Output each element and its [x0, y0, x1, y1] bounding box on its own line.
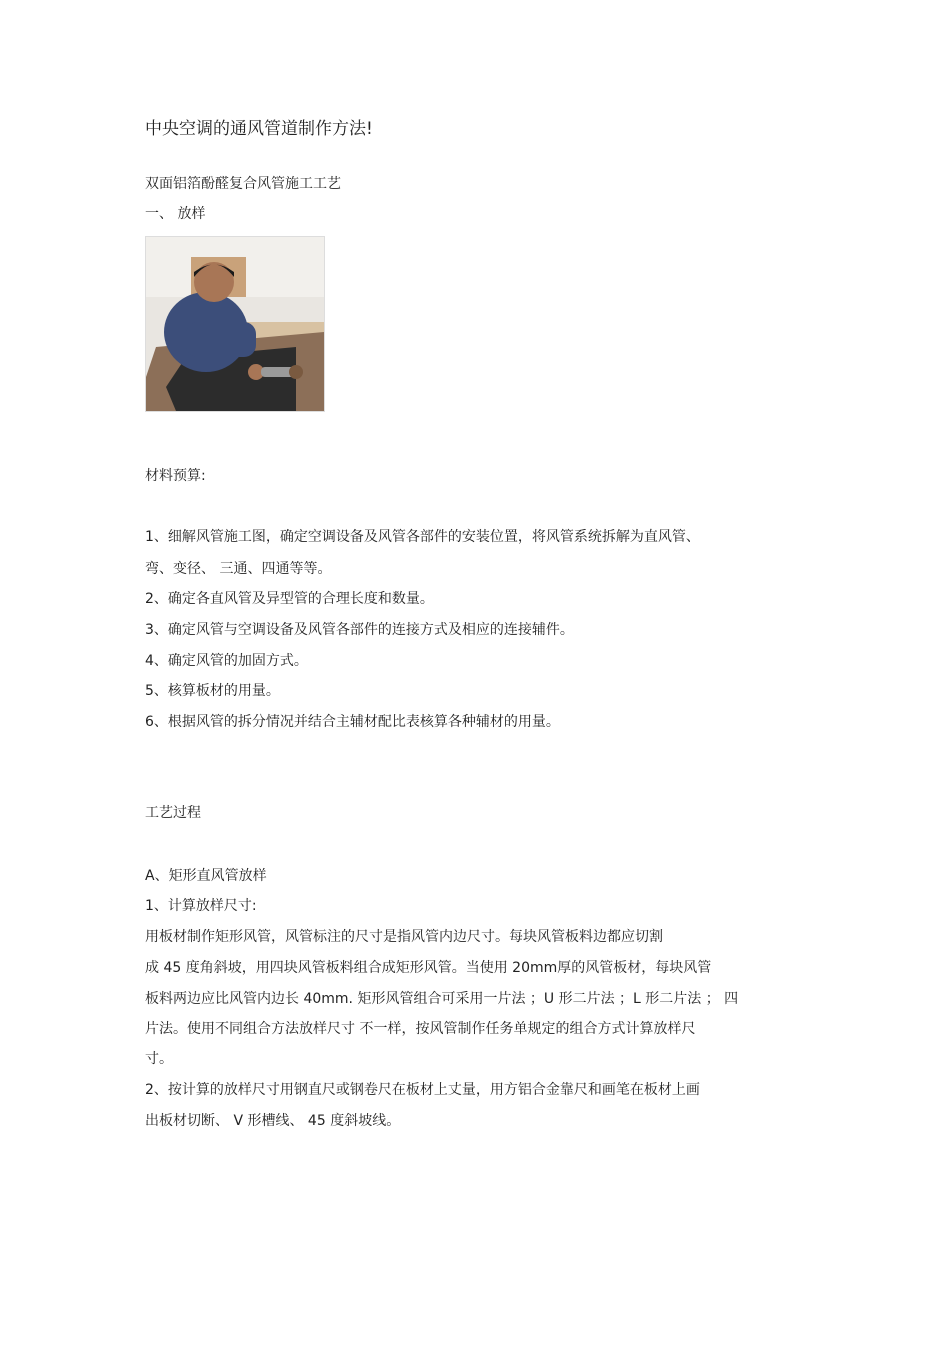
- paragraph-line: 板料两边应比风管内边长 40mm. 矩形风管组合可采用一片法 ；U 形二片法 ；L 形二片法 ； 四: [145, 991, 739, 1007]
- materials-item: 2、确定各直风管及异型管的合理长度和数量。: [145, 591, 434, 607]
- process-heading: 工艺过程: [145, 805, 201, 821]
- materials-item: 5、核算板材的用量。: [145, 683, 280, 699]
- materials-item: 4、确定风管的加固方式。: [145, 653, 308, 669]
- materials-item: 6、根据风管的拆分情况并结合主辅材配比表核算各种辅材的用量。: [145, 714, 560, 730]
- materials-heading: 材料预算:: [145, 468, 206, 484]
- materials-item: 3、确定风管与空调设备及风管各部件的连接方式及相应的连接辅件。: [145, 622, 574, 638]
- paragraph-line: 成 45 度角斜坡，用四块风管板料组合成矩形风管。当使用 20mm厚的风管板材，每块风管: [145, 960, 712, 976]
- paragraph-line: 寸。: [145, 1051, 173, 1067]
- paragraph-line: 2、按计算的放样尺寸用钢直尺或钢卷尺在板材上丈量，用方铝合金靠尺和画笔在板材上画: [145, 1082, 700, 1098]
- worker-photo: [145, 236, 325, 412]
- paragraph-line: 出板材切断、 V 形槽线、 45 度斜坡线。: [145, 1113, 401, 1129]
- document-title: 中央空调的通风管道制作方法!: [145, 119, 373, 139]
- materials-item: 1、细解风管施工图，确定空调设备及风管各部件的安装位置，将风管系统拆解为直风管、: [145, 529, 700, 545]
- process-step-a: A、矩形直风管放样: [145, 868, 267, 884]
- materials-item: 弯、变径、 三通、四通等等。: [145, 561, 332, 577]
- subtitle: 双面铝箔酚醛复合风管施工工艺: [145, 176, 341, 192]
- paragraph-line: 片法。使用不同组合方法放样尺寸 不一样，按风管制作任务单规定的组合方式计算放样尺: [145, 1021, 696, 1037]
- paragraph-line: 用板材制作矩形风管，风管标注的尺寸是指风管内边尺寸。每块风管板料边都应切割: [145, 929, 663, 945]
- process-step-1: 1、计算放样尺寸:: [145, 898, 257, 914]
- section-heading-layout: 一、 放样: [145, 206, 206, 222]
